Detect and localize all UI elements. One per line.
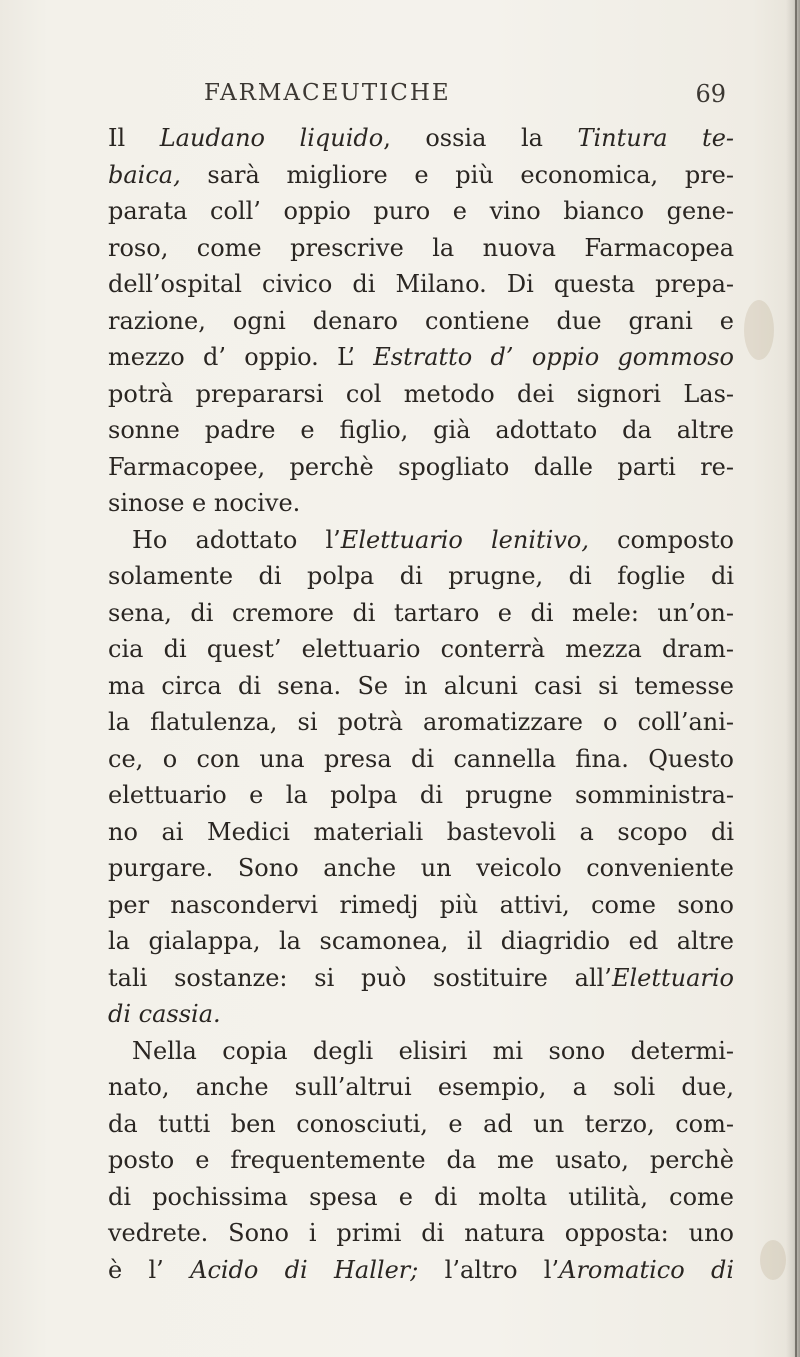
text-line [108, 1252, 734, 1289]
italic-text: Acido di Haller; [190, 1255, 419, 1284]
text-line [108, 1033, 734, 1070]
text-run: sinose e nocive. [108, 489, 301, 517]
text-run: tali sostanze: si può sostituire all’ [108, 963, 612, 992]
italic-text: Estratto d’ oppio gommoso [373, 343, 734, 371]
text-line [108, 412, 734, 449]
text-line [108, 887, 734, 924]
text-run: è l’ [108, 1255, 191, 1284]
text-line [108, 522, 734, 559]
text-run: razione, ogni denaro contiene due grani e [108, 306, 734, 335]
text-line [108, 157, 734, 194]
text-run: elettuario e la polpa di prugne somministra- [108, 781, 734, 809]
text-line [108, 777, 734, 814]
text-line [108, 339, 734, 376]
text-run: nato, anche sull’altrui esempio, a soli due, [108, 1073, 734, 1101]
text-run: dell’ospital civico di Milano. Di questa prepa- [108, 270, 734, 298]
text-run: Farmacopee, perchè spogliato dalle parti re- [108, 452, 734, 481]
page-number: 69 [695, 80, 726, 108]
text-run: purgare. Sono anche un veicolo conveniente [108, 854, 734, 882]
italic-text: Aromatico di [559, 1255, 734, 1284]
text-run: solamente di polpa di prugne, di foglie di [108, 562, 734, 590]
text-run: Ho adottato l’ [132, 525, 341, 554]
text-run: di pochissima spesa e di molta utilità, come [108, 1182, 734, 1211]
text-run: Il [108, 124, 160, 152]
text-line [108, 741, 734, 778]
text-line [108, 1069, 734, 1106]
text-run: cia di quest’ elettuario conterrà mezza dram- [108, 635, 734, 663]
italic-text: Elettuario lenitivo, [340, 525, 589, 554]
text-run: la gialappa, la scamonea, il diagridio ed altre [108, 927, 734, 955]
italic-text: Elettuario [611, 963, 734, 992]
text-run: da tutti ben conosciuti, e ad un terzo, com- [108, 1109, 734, 1138]
running-title: FARMACEUTICHE [204, 80, 451, 106]
text-line [108, 266, 734, 303]
text-line [108, 850, 734, 887]
text-run: roso, come prescrive la nuova Farmacopea [108, 233, 734, 262]
page-header [108, 80, 734, 120]
text-line [108, 230, 734, 267]
text-line [108, 558, 734, 595]
text-line [108, 1179, 734, 1216]
text-run: Nella copia degli elisiri mi sono determi- [132, 1036, 734, 1065]
text-line [108, 668, 734, 705]
text-line [108, 595, 734, 632]
text-run: mezzo d’ oppio. L’ [108, 343, 374, 371]
italic-text: Tintura te- [577, 124, 734, 152]
text-run: composto [588, 525, 734, 554]
page-edge-line [795, 0, 797, 1357]
text-run: , ossia la [383, 124, 578, 152]
text-line [108, 485, 734, 522]
italic-text: di cassia. [108, 1000, 221, 1028]
text-line [108, 996, 734, 1033]
text-line [108, 704, 734, 741]
text-line [108, 303, 734, 340]
text-line [108, 631, 734, 668]
text-run: parata coll’ oppio puro e vino bianco gene- [108, 197, 734, 225]
paper-stain [760, 1240, 786, 1280]
text-run: la flatulenza, si potrà aromatizzare o coll’ani- [108, 708, 734, 736]
text-run: sarà migliore e più economica, pre- [180, 160, 734, 189]
text-line [108, 814, 734, 851]
text-run: ma circa di sena. Se in alcuni casi si temesse [108, 671, 734, 700]
text-run: ce, o con una presa di cannella fina. Questo [108, 744, 734, 773]
italic-text: baica, [108, 160, 181, 189]
text-run: sena, di cremore di tartaro e di mele: un’on- [108, 598, 734, 627]
text-line [108, 449, 734, 486]
text-line [108, 1142, 734, 1179]
text-line [108, 1106, 734, 1143]
text-line [108, 193, 734, 230]
text-run: posto e frequentemente da me usato, perchè [108, 1146, 734, 1174]
paper-stain [744, 300, 774, 360]
text-run: sonne padre e figlio, già adottato da altre [108, 416, 734, 444]
italic-text: Laudano liquido [159, 124, 384, 152]
text-line [108, 923, 734, 960]
text-line [108, 120, 734, 157]
text-run: no ai Medici materiali bastevoli a scopo di [108, 817, 734, 846]
text-run: vedrete. Sono i primi di natura opposta: uno [108, 1219, 734, 1247]
text-line [108, 960, 734, 997]
text-run: potrà prepararsi col metodo dei signori Las- [108, 379, 734, 408]
text-run: per nascondervi rimedj più attivi, come sono [108, 890, 734, 919]
text-line [108, 376, 734, 413]
text-line [108, 1215, 734, 1252]
body-text [108, 120, 734, 1288]
text-run: l’altro l’ [418, 1255, 560, 1284]
page-edge-shadow [786, 0, 800, 1357]
